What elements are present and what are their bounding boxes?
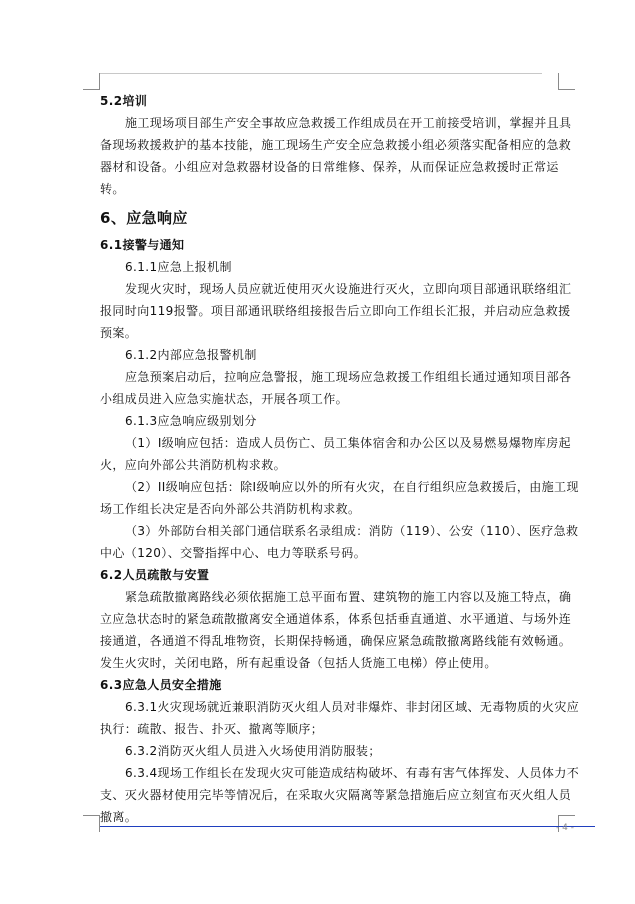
subheading-response-levels: 6.1.3应急响应级别划分 <box>125 414 257 428</box>
heading-training: 5.2培训 <box>100 94 148 108</box>
paragraph-evacuation: 紧急疏散撤离路线必须依据施工总平面布置、建筑物的施工内容以及施工特点，确立应急状态时的紧急疏散撤离安全通道体系，体系包括垂直通道、水平通道、与场外连接通道，各通道不得乱堆物资，长期保持畅通，确保应紧急疏散撤离路线能有效畅通。发生火灾时，关闭电路，所有起重设备（包括人货施工电梯）停止使用。 <box>100 590 572 670</box>
paragraph-training: 施工现场项目部生产安全事故应急救援工作组成员在开工前接受培训，掌握并且具备现场救援救护的基本技能，施工现场生产安全应急救援小组必须落实配备相应的急救器材和设备。小组应对急救器材设备的日常维修、保养，从而保证应急救援时正常运转。 <box>100 116 572 196</box>
paragraph-measure-4: 6.3.4现场工作组长在发现火灾可能造成结构破坏、有毒有害气体挥发、人员体力不支、灭火器材使用完毕等情况后，在采取火灾隔离等紧急措施后应立刻宣布灭火组人员撤离。 <box>100 766 580 824</box>
page-number: - 4 - <box>556 823 574 833</box>
heading-alarm-notification: 6.1接警与通知 <box>100 238 185 252</box>
footer-rule <box>100 826 595 827</box>
subheading-internal-alarm: 6.1.2内部应急报警机制 <box>125 348 257 362</box>
corner-mark-top-right <box>558 73 575 90</box>
corner-mark-bottom-left <box>83 815 100 832</box>
paragraph-measure-1: 6.3.1火灾现场就近兼职消防灭火组人员对非爆炸、非封闭区域、无毒物质的火灾应执行：疏散、报告、扑灭、撤离等顺序； <box>100 700 580 736</box>
heading-safety-measures: 6.3应急人员安全措施 <box>100 678 222 692</box>
paragraph-level-1: （1）I级响应包括：造成人员伤亡、员工集体宿舍和办公区以及易燃易爆物库房起火，应向外部公共消防机构求救。 <box>100 436 571 472</box>
paragraph-level-2: （2）II级响应包括：除I级响应以外的所有火灾，在自行组织应急救援后，由施工现场工作组长决定是否向外部公共消防机构求救。 <box>100 480 579 516</box>
paragraph-measure-2: 6.3.2消防灭火组人员进入火场使用消防服装； <box>125 744 381 758</box>
paragraph-report-mechanism: 发现火灾时，现场人员应就近使用灭火设施进行灭火，立即向项目部通讯联络组汇报同时向119报警。项目部通讯联络组接报告后立即向工作组长汇报，并启动应急救援预案。 <box>100 282 572 340</box>
corner-mark-top-left <box>83 73 100 90</box>
heading-evacuation: 6.2人员疏散与安置 <box>100 568 210 582</box>
paragraph-external-contacts: （3）外部防台相关部门通信联系名录组成：消防（119）、公安（110）、医疗急救中心（120）、交警指挥中心、电力等联系号码。 <box>100 524 579 560</box>
subheading-report-mechanism: 6.1.1应急上报机制 <box>125 260 232 274</box>
header-rule <box>100 73 542 74</box>
heading-emergency-response: 6、应急响应 <box>100 209 188 227</box>
paragraph-internal-alarm: 应急预案启动后，拉响应急警报，施工现场应急救援工作组组长通过通知项目部各小组成员进入应急实施状态，开展各项工作。 <box>100 370 572 406</box>
document-body <box>100 90 580 828</box>
